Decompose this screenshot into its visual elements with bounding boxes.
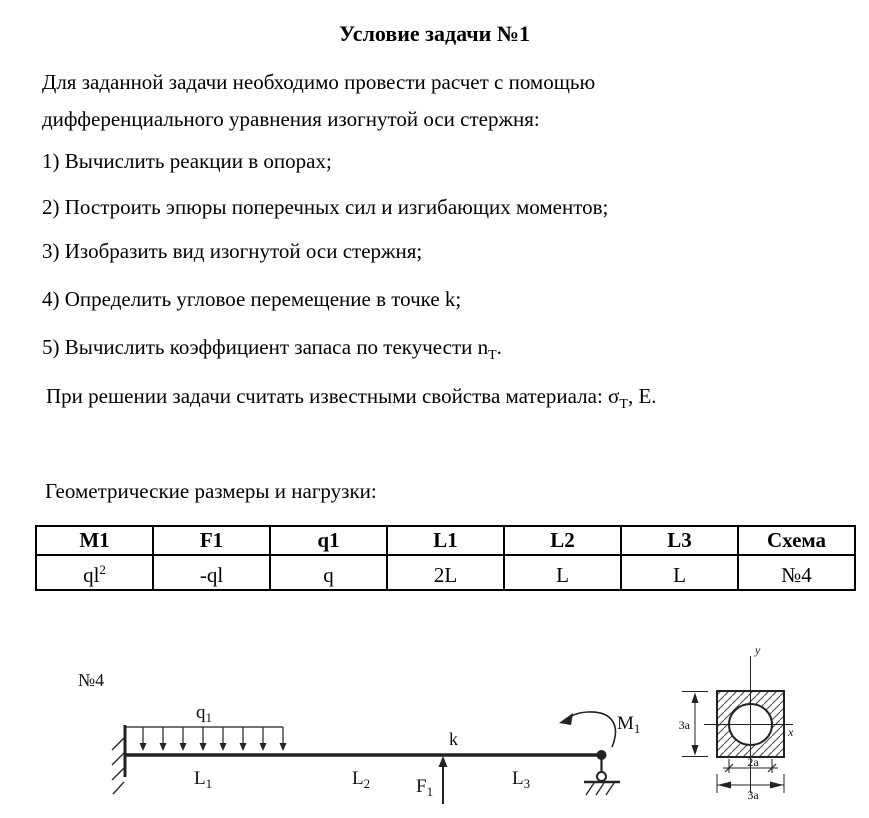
force-arrow-head bbox=[439, 756, 448, 767]
distributed-load-arrow-lines bbox=[143, 727, 283, 744]
dim-height-arrow-down bbox=[692, 745, 699, 756]
task-item-5: 5) Вычислить коэффициент запаса по текучести $n_Т$. bbox=[42, 335, 502, 364]
dim-width-arrow-left bbox=[718, 782, 732, 789]
dim-hole-label: 2a bbox=[747, 755, 759, 769]
moment-arrow-head bbox=[559, 713, 573, 725]
table-value-cell: L bbox=[504, 555, 621, 590]
axis-x-label: x bbox=[788, 725, 794, 739]
table-value-cell: L bbox=[621, 555, 738, 590]
table-value-cell: №4 bbox=[738, 555, 855, 590]
fixed-support-hatching bbox=[112, 737, 125, 794]
page-title: Условие задачи №1 bbox=[339, 21, 530, 46]
dim-height-arrow-up bbox=[692, 693, 699, 704]
pin-support-roller bbox=[597, 772, 606, 781]
task-item-3: 3) Изобразить вид изогнутой оси стержня; bbox=[42, 239, 423, 263]
task-item-2: 2) Построить эпюры поперечных сил и изгибающих моментов; bbox=[42, 195, 609, 219]
beam-scheme bbox=[0, 655, 660, 818]
pin-support-hatching bbox=[586, 783, 614, 795]
table-header-cell: F1 bbox=[153, 526, 270, 555]
table-header-row bbox=[36, 526, 855, 555]
task-item-4: 4) Определить угловое перемещение в точке k; bbox=[42, 287, 462, 311]
table-header-cell: M1 bbox=[36, 526, 153, 555]
table-value-cell: $ql^2$ bbox=[36, 555, 153, 590]
parameters-table bbox=[35, 525, 856, 591]
table-header-cell: q1 bbox=[270, 526, 387, 555]
table-value-cell: 2L bbox=[387, 555, 504, 590]
table-value-cell: q bbox=[270, 555, 387, 590]
point-k-label: k bbox=[449, 729, 458, 749]
force-label: $F_1$ bbox=[416, 776, 434, 799]
table-section-label: Геометрические размеры и нагрузки: bbox=[45, 479, 377, 503]
dim-width-arrow-right bbox=[770, 782, 784, 789]
length1-label: $L_1$ bbox=[194, 768, 213, 791]
intro-paragraph: Для заданной задачи необходимо провести расчет с помощью дифференциального уравнения изогнутой оси стержня: bbox=[42, 70, 596, 131]
material-note: При решении задачи считать известными свойства материала: $\sigma_Т$, Е. bbox=[46, 384, 657, 413]
length3-label: $L_3$ bbox=[512, 768, 531, 791]
task-item-1: 1) Вычислить реакции в опорах; bbox=[42, 149, 332, 173]
table-value-cell: -ql bbox=[153, 555, 270, 590]
moment-label: $M_1$ bbox=[617, 713, 641, 736]
length2-label: $L_2$ bbox=[352, 768, 371, 791]
distributed-load-arrow-heads bbox=[140, 743, 287, 751]
load-label: $q_1$ bbox=[196, 702, 212, 725]
table-header-cell: L1 bbox=[387, 526, 504, 555]
axis-y-label: y bbox=[755, 643, 761, 657]
table-header-cell: L3 bbox=[621, 526, 738, 555]
table-header-cell: Схема bbox=[738, 526, 855, 555]
scheme-number-label: №4 bbox=[78, 670, 105, 690]
dim-width-label: 3a bbox=[747, 788, 759, 802]
table-value-row bbox=[36, 555, 855, 590]
table-header-cell: L2 bbox=[504, 526, 621, 555]
dim-height-label: 3a bbox=[678, 718, 690, 732]
cross-section bbox=[660, 640, 869, 818]
